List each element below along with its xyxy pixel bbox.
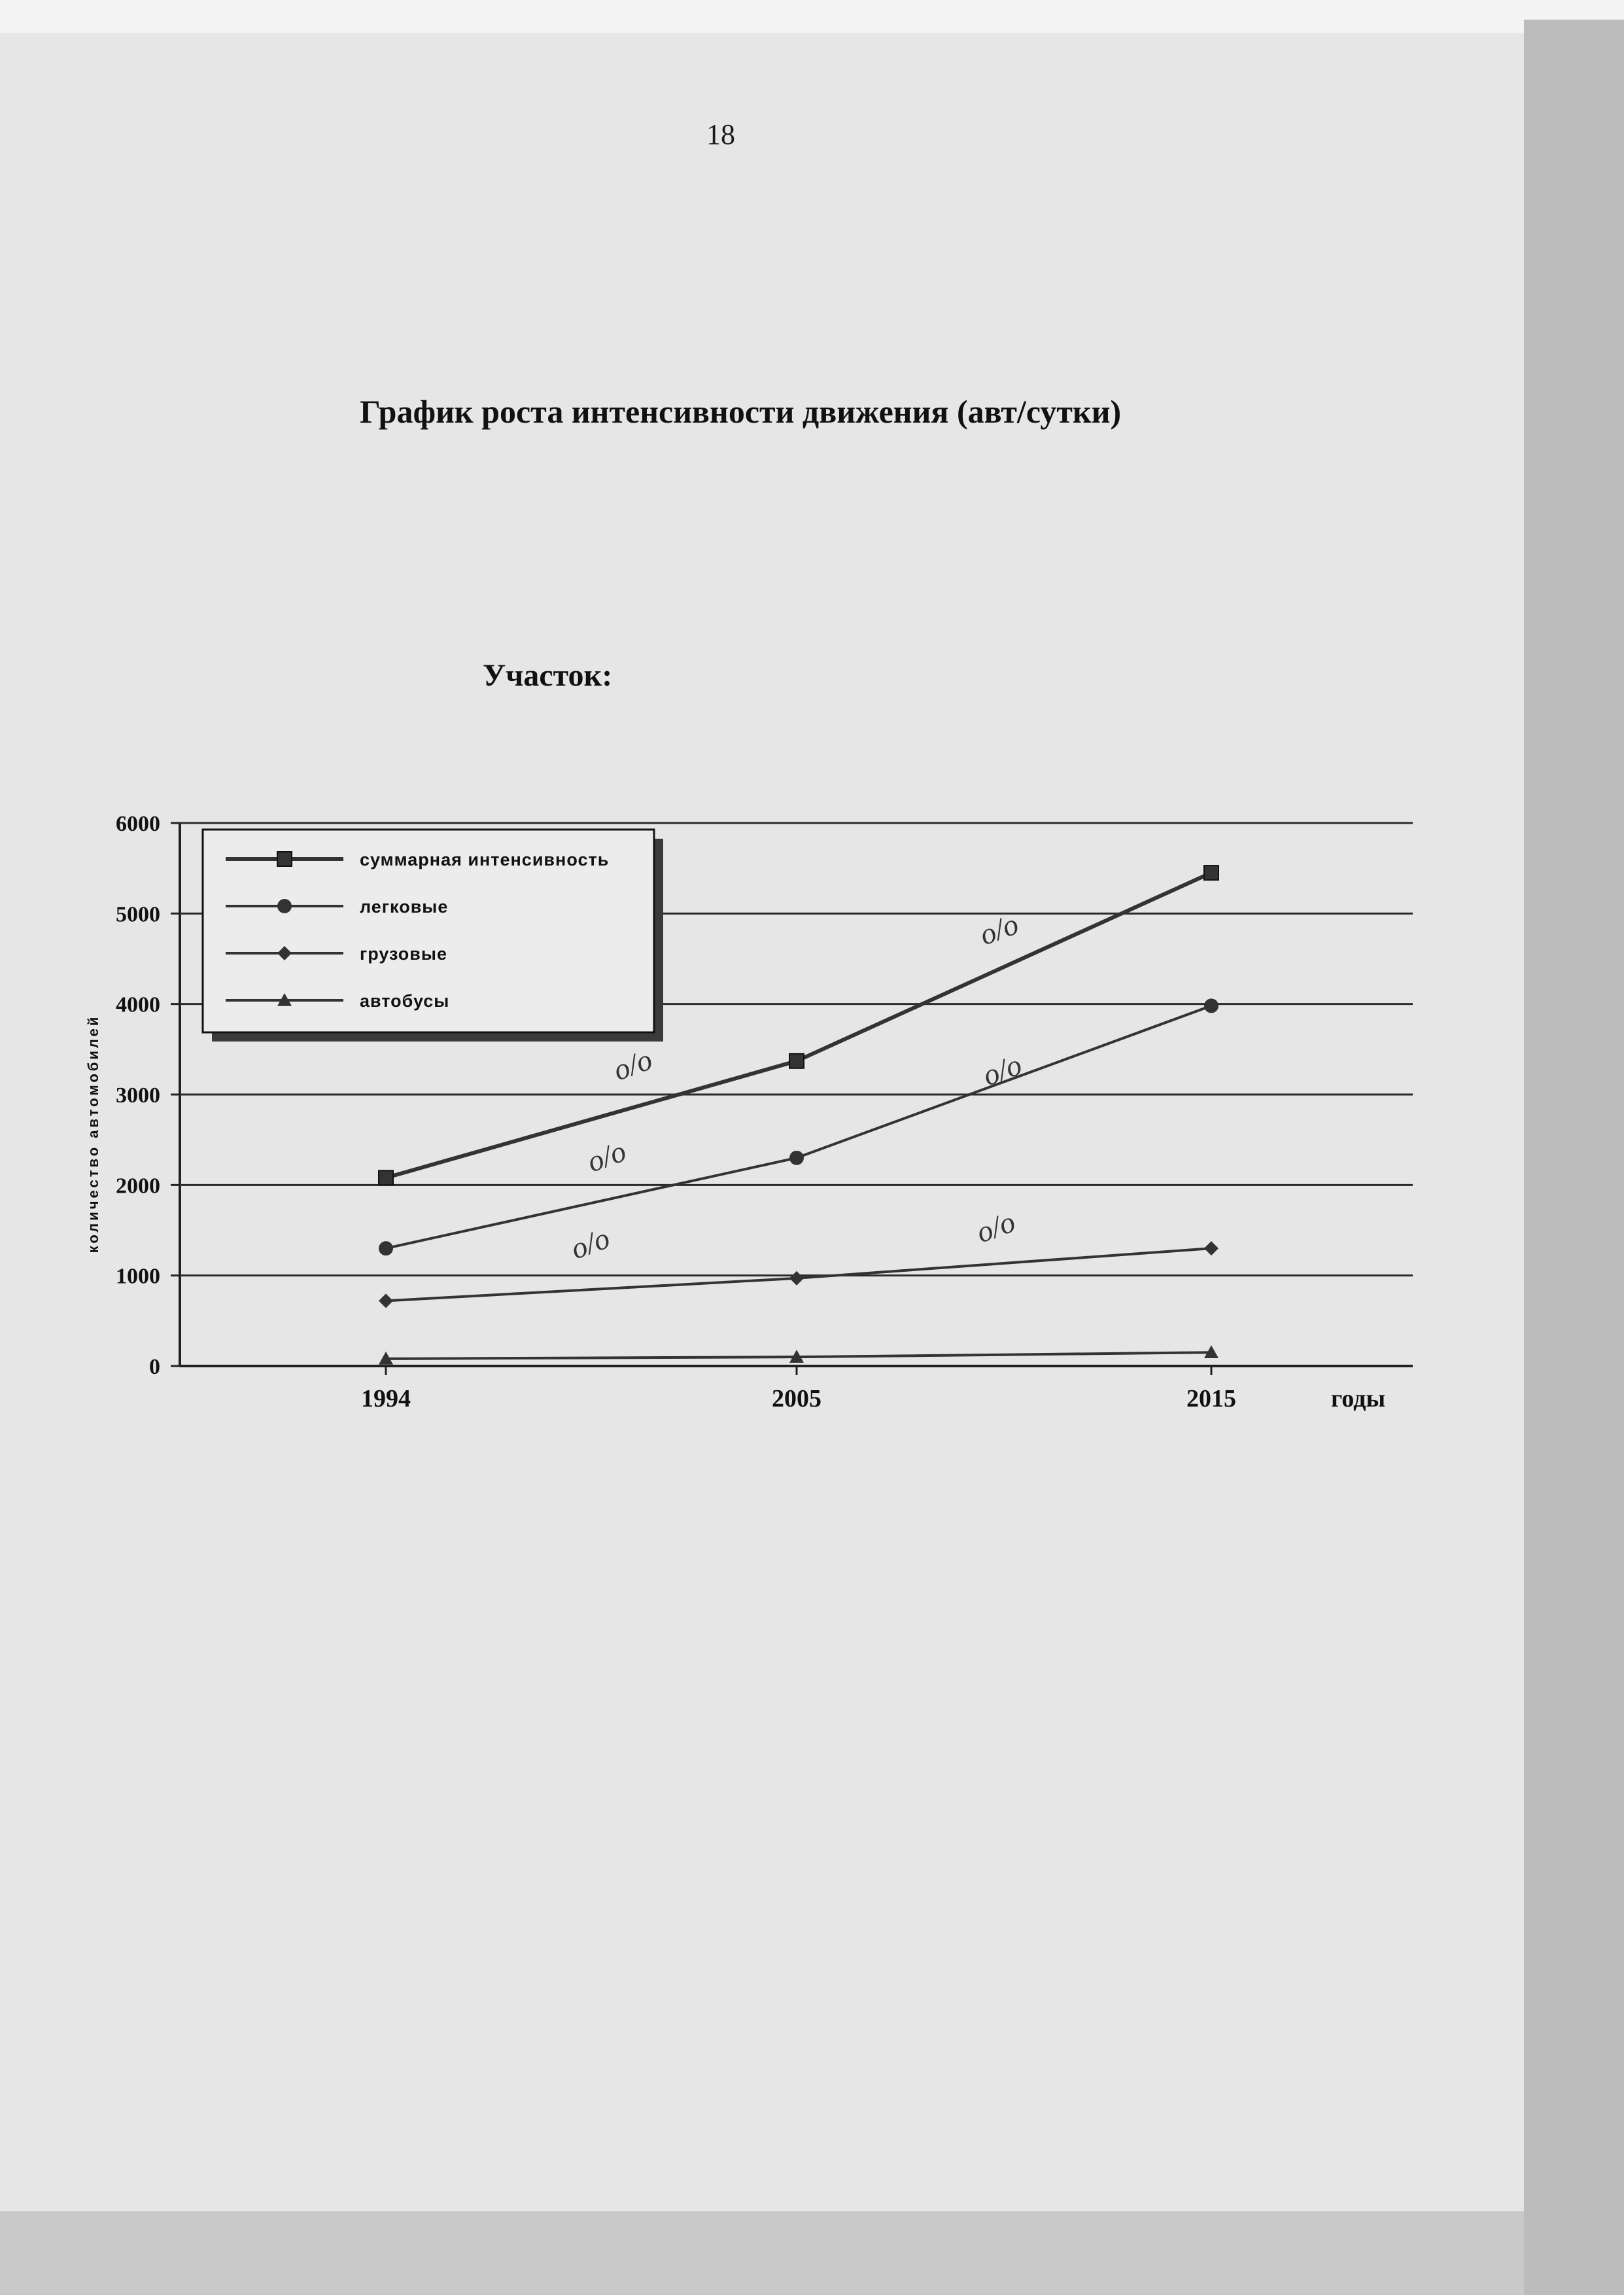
y-tick-label: 2000 xyxy=(116,1174,160,1199)
legend-label: суммарная интенсивность xyxy=(360,850,610,869)
data-point xyxy=(379,1293,393,1308)
series-line-2 xyxy=(386,1006,1211,1248)
y-tick-label: 1000 xyxy=(116,1264,160,1289)
legend-marker xyxy=(277,852,292,866)
y-tick-label: 3000 xyxy=(116,1083,160,1108)
chart-title: График роста интенсивности движения (авт/сутки) xyxy=(360,393,1122,430)
handwritten-mark: о/о xyxy=(566,1221,614,1266)
data-point xyxy=(1204,998,1218,1013)
y-tick-label: 5000 xyxy=(116,902,160,927)
handwritten-mark: о/о xyxy=(975,907,1023,952)
y-tick-label: 4000 xyxy=(116,992,160,1017)
handwritten-mark: о/о xyxy=(971,1204,1020,1250)
handwritten-mark: о/о xyxy=(978,1047,1026,1093)
legend-marker xyxy=(277,899,292,913)
handwritten-mark: о/о xyxy=(608,1042,657,1087)
data-point xyxy=(379,1170,393,1185)
y-tick-label: 0 xyxy=(149,1355,160,1379)
y-axis-label: количество автомобилей xyxy=(85,1014,101,1253)
section-label: Участок: xyxy=(483,658,613,693)
data-point xyxy=(1204,866,1218,880)
x-axis-label: годы xyxy=(1331,1385,1386,1412)
x-tick-label: 2015 xyxy=(1186,1385,1236,1412)
data-point xyxy=(789,1151,804,1165)
page-number: 18 xyxy=(706,118,735,150)
handwritten-mark: о/о xyxy=(582,1134,631,1179)
y-tick-label: 6000 xyxy=(116,812,160,836)
legend-label: автобусы xyxy=(360,991,450,1011)
x-tick-label: 2005 xyxy=(772,1385,821,1412)
data-point xyxy=(789,1271,804,1286)
data-point xyxy=(379,1241,393,1255)
legend-label: грузовые xyxy=(360,944,447,964)
data-point xyxy=(1204,1241,1218,1255)
x-tick-label: 1994 xyxy=(361,1385,411,1412)
legend-label: легковые xyxy=(360,897,449,917)
data-point xyxy=(789,1054,804,1068)
